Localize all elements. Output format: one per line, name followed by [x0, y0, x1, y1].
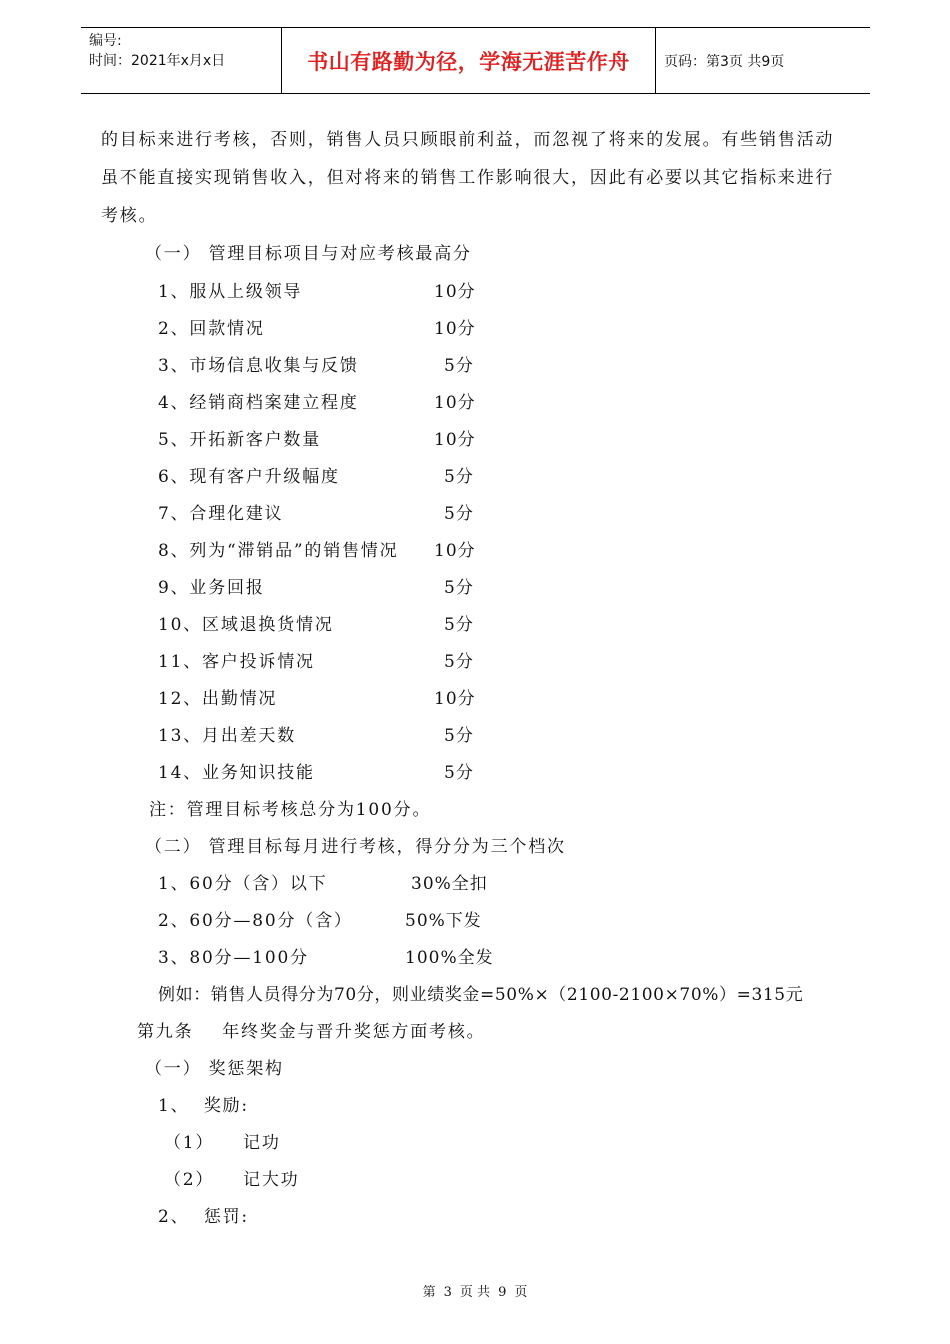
list-item-label: 12、出勤情况: [158, 689, 278, 709]
section-title: （一） 管理目标项目与对应考核最高分: [145, 244, 472, 264]
list-item-label: 3、市场信息收集与反馈: [158, 356, 359, 376]
list-item-label: 14、业务知识技能: [158, 763, 315, 783]
list-item-score: 10分: [434, 541, 476, 561]
paragraph-line: 考核。: [101, 206, 158, 226]
list-item-score: 5分: [444, 763, 474, 783]
code-label: 编号:: [89, 33, 122, 49]
list-item-score: 10分: [434, 282, 476, 302]
list-item-label: 7、合理化建议: [158, 504, 284, 524]
list-item-score: 5分: [444, 467, 474, 487]
list-item-score: 5分: [444, 615, 474, 635]
page-footer: [0, 1281, 950, 1300]
list-item-score: 10分: [434, 319, 476, 339]
list-item-label: 13、月出差天数: [158, 726, 297, 746]
list-item-label: 1、服从上级领导: [158, 282, 303, 302]
paragraph-line: 的目标来进行考核，否则，销售人员只顾眼前利益，而忽视了将来的发展。有些销售活动: [101, 130, 835, 150]
footer-total-pages: 9: [498, 1285, 507, 1300]
header-motto: 书山有路勤为径，学海无涯苦作舟: [307, 49, 630, 74]
list-item-score: 5分: [444, 504, 474, 524]
section-title: （二） 管理目标每月进行考核，得分分为三个档次: [145, 837, 566, 857]
list-item-label: 4、经销商档案建立程度: [158, 393, 359, 413]
list-item-score: 10分: [434, 689, 476, 709]
list-item-label: 2、回款情况: [158, 319, 265, 339]
list-item-score: 5分: [444, 578, 474, 598]
section-title: （一） 奖惩架构: [145, 1059, 284, 1079]
reward-item: （2） 记大功: [164, 1170, 300, 1190]
list-item-label: 9、业务回报: [158, 578, 265, 598]
reward-heading: 1、 奖励:: [158, 1096, 249, 1116]
list-item-label: 10、区域退换货情况: [158, 615, 334, 635]
footer-middle: 页 共: [459, 1285, 491, 1300]
footer-page-number: 3: [443, 1285, 452, 1300]
list-item-score: 10分: [434, 393, 476, 413]
list-item-score: 5分: [444, 726, 474, 746]
list-item-label: 6、现有客户升级幅度: [158, 467, 340, 487]
note-text: 注：管理目标考核总分为100分。: [149, 800, 432, 820]
list-item-score: 5分: [444, 652, 474, 672]
time-label: 时间：2021年x月x日: [89, 53, 226, 69]
footer-prefix: 第: [422, 1285, 436, 1300]
article-heading: 第九条 年终奖金与晋升奖惩方面考核。: [137, 1022, 486, 1042]
tier-label: 2、60分—80分（含）: [158, 911, 353, 931]
list-item-label: 8、列为“滞销品”的销售情况: [158, 541, 399, 561]
header-page-label: 页码：第3页 共9页: [664, 53, 785, 70]
tier-label: 1、60分（含）以下: [158, 874, 328, 894]
paragraph-line: 虽不能直接实现销售收入，但对将来的销售工作影响很大，因此有必要以其它指标来进行: [101, 168, 835, 188]
list-item-score: 10分: [434, 430, 476, 450]
tier-result: 50%下发: [405, 911, 482, 931]
penalty-heading: 2、 惩罚:: [158, 1207, 249, 1227]
reward-item: （1） 记功: [164, 1133, 281, 1153]
tier-result: 30%全扣: [411, 874, 488, 894]
header-motto-cell: [282, 28, 656, 93]
tier-result: 100%全发: [405, 948, 494, 968]
footer-suffix: 页: [514, 1285, 528, 1300]
header-meta: [81, 28, 282, 93]
header-page-cell: [656, 28, 870, 93]
list-item-score: 5分: [444, 356, 474, 376]
page-header: [81, 27, 870, 94]
tier-label: 3、80分—100分: [158, 948, 309, 968]
list-item-label: 11、客户投诉情况: [158, 652, 315, 672]
list-item-label: 5、开拓新客户数量: [158, 430, 322, 450]
example-text: 例如：销售人员得分为70分，则业绩奖金=50%×（2100-2100×70%）=315元: [158, 985, 804, 1005]
